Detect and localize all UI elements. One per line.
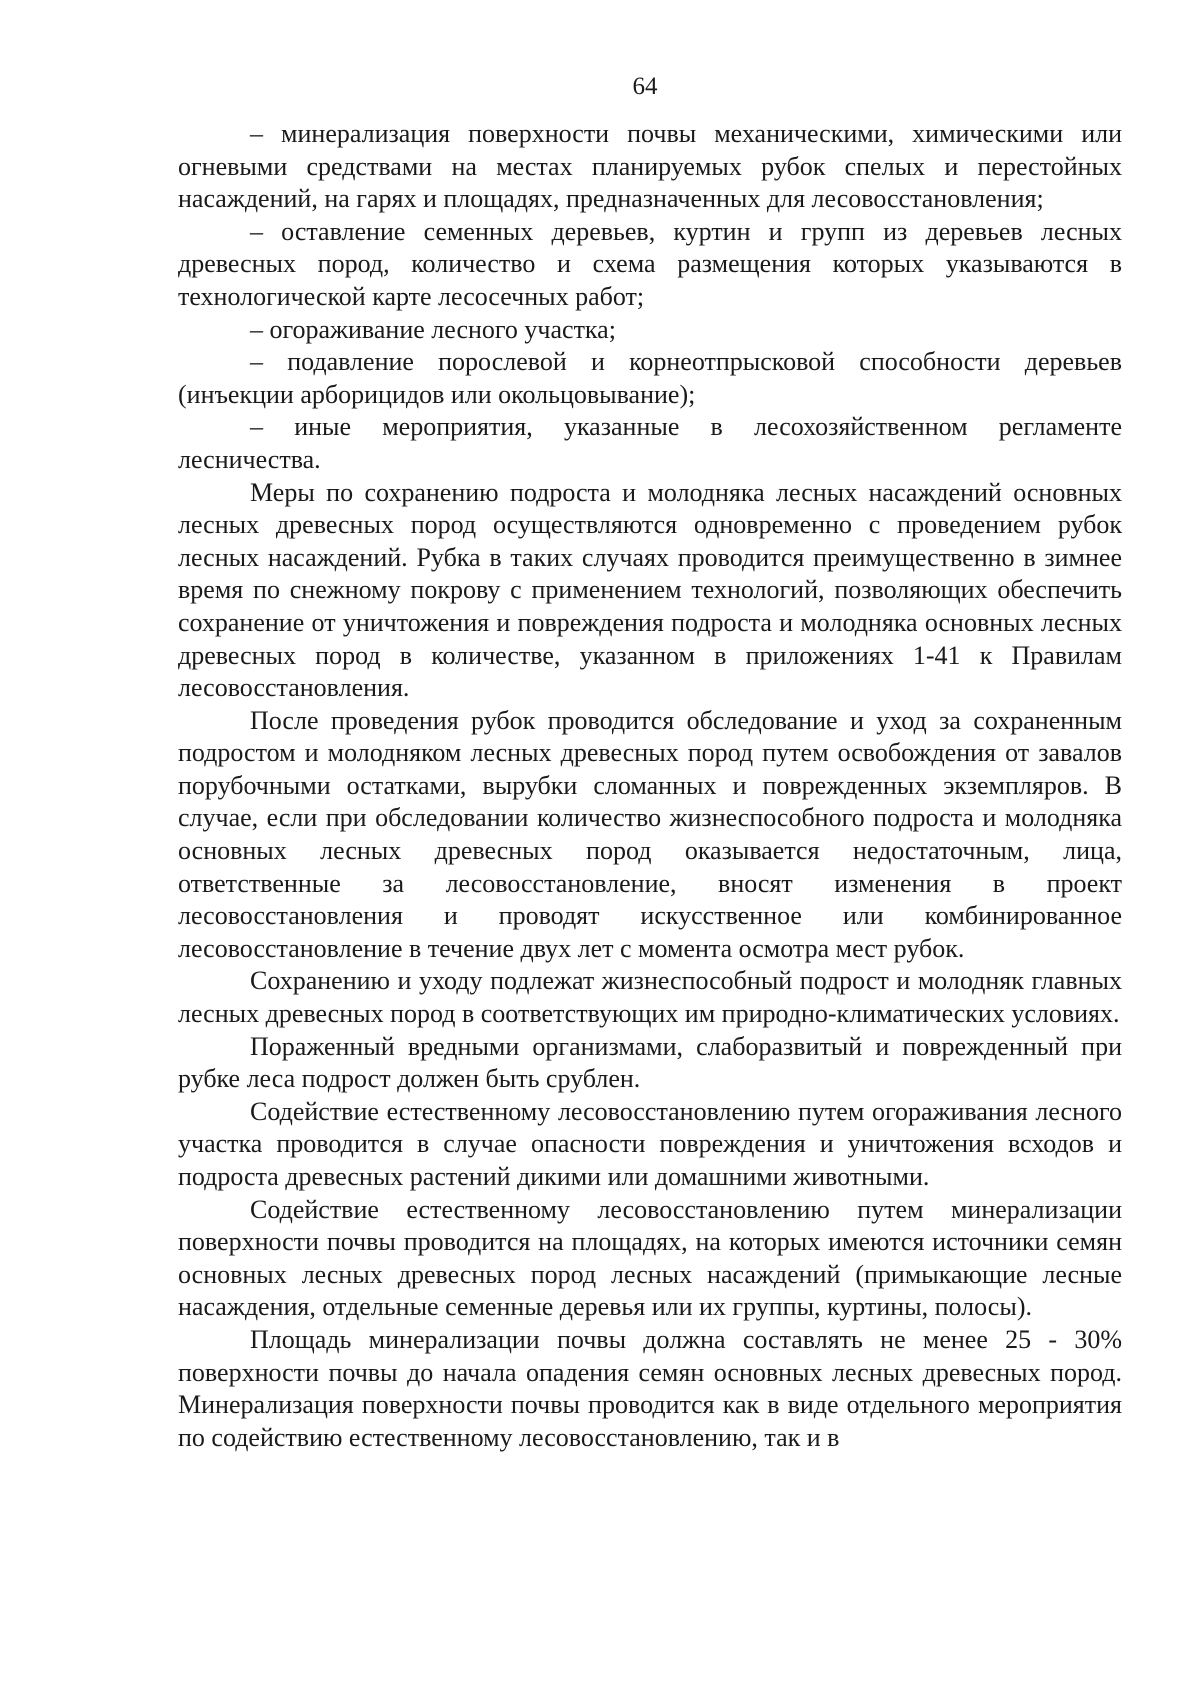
list-item-mineralization: – минерализация поверхности почвы механическими, химическими или огневыми средствами на местах планируемых рубок спелых и перестойных насаждений, на гарях и площадях, предназначенных для лесовосстановления;	[178, 119, 1122, 214]
paragraph-post-logging-care: После проведения рубок проводится обследование и уход за сохраненным подростом и молодняком лесных древесных пород путем освобождения от завалов порубочными остатками, вырубки сломанных и поврежденных экземпляров. В случае, если при обследовании количество жизнеспособного подроста и молодняка основных лесных древесных пород оказывается недостаточным, лица, ответственные за лесовосстановление, вносят изменения в проект лесовосстановления и проводят искусственное или комбинированное лесовосстановление в течение двух лет с момента осмотра мест рубок.	[178, 705, 1122, 963]
list-item-other-measures: – иные мероприятия, указанные в лесохозяйственном регламенте лесничества.	[178, 412, 1122, 474]
paragraph-fencing-assistance: Содействие естественному лесовосстановлению путем огораживания лесного участка проводится в случае опасности повреждения и уничтожения всходов и подроста древесных растений дикими или домашними животными.	[178, 1096, 1122, 1191]
paragraph-mineralization-area: Площадь минерализации почвы должна составлять не менее 25 - 30% поверхности почвы до начала опадения семян основных лесных древесных пород. Минерализация поверхности почвы проводится как в виде отдельного мероприятия по содействию естественному лесовосстановлению, так и в	[178, 1324, 1122, 1452]
paragraph-mineralization-assistance: Содействие естественному лесовосстановлению путем минерализации поверхности почвы проводится на площадях, на которых имеются источники семян основных лесных древесных пород лесных насаждений (примыкающие лесные насаждения, отдельные семенные деревья или их группы, куртины, полосы).	[178, 1194, 1122, 1322]
list-item-suppression: – подавление порослевой и корнеотпрысковой способности деревьев (инъекции арборицидов или окольцовывание);	[178, 347, 1122, 409]
list-item-seed-trees: – оставление семенных деревьев, куртин и групп из деревьев лесных древесных пород, количество и схема размещения которых указываются в технологической карте лесосечных работ;	[178, 216, 1122, 311]
paragraph-preservation-measures: Меры по сохранению подроста и молодняка лесных насаждений основных лесных древесных пород осуществляются одновременно с проведением рубок лесных насаждений. Рубка в таких случаях проводится преимущественно в зимнее время по снежному покрову с применением технологий, позволяющих обеспечить сохранение от уничтожения и повреждения подроста и молодняка основных лесных древесных пород в количестве, указанном в приложениях 1-41 к Правилам лесовосстановления.	[178, 477, 1122, 703]
paragraph-subject-to-care: Сохранению и уходу подлежат жизнеспособный подрост и молодняк главных лесных древесных пород в соответствующих им природно-климатических условиях.	[178, 966, 1122, 1029]
list-item-fencing: – огораживание лесного участка;	[250, 314, 616, 344]
page-number: 64	[632, 73, 658, 100]
paragraph-damaged-undergrowth: Пораженный вредными организмами, слаборазвитый и поврежденный при рубке леса подрост должен быть срублен.	[178, 1031, 1122, 1094]
document-body	[178, 118, 1122, 1454]
